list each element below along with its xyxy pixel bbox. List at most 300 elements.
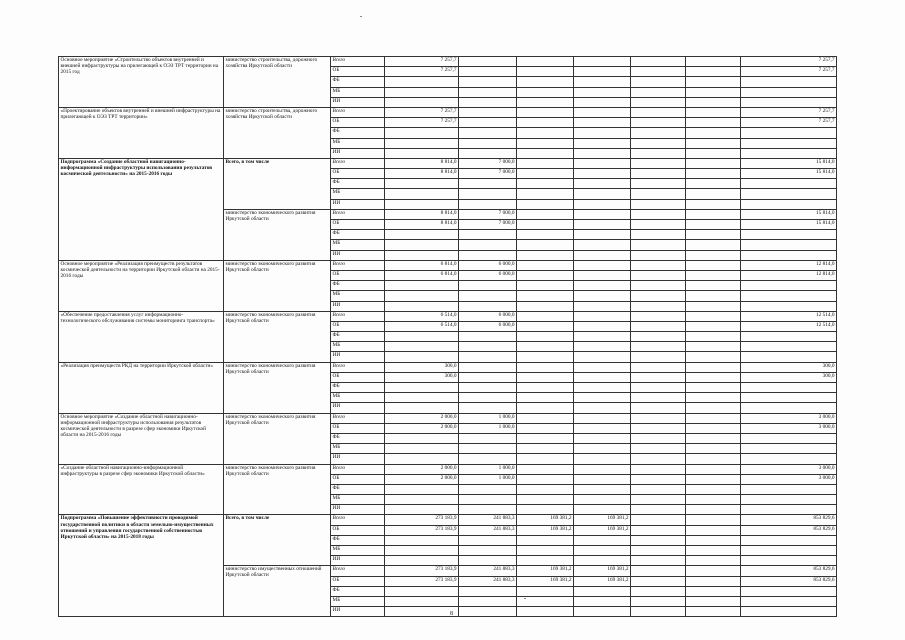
amount-cell xyxy=(459,433,517,443)
amount-cell xyxy=(686,525,741,535)
amount-cell xyxy=(631,556,686,566)
amount-cell: 273 183,9 xyxy=(385,576,459,586)
amount-cell xyxy=(686,546,741,556)
amount-cell xyxy=(574,281,631,291)
amount-cell xyxy=(459,505,517,515)
budget-table xyxy=(58,56,837,617)
amount-cell xyxy=(385,393,459,403)
amount-cell xyxy=(517,97,574,107)
executor-cell: министерство экономического развития Иркутской области xyxy=(224,209,331,260)
amount-cell: 6 000,0 xyxy=(459,311,517,321)
amount-cell xyxy=(631,413,686,423)
amount-cell xyxy=(686,474,741,484)
amount-cell xyxy=(459,291,517,301)
amount-cell xyxy=(459,179,517,189)
amount-cell: 7 000,0 xyxy=(459,220,517,230)
amount-cell: 853 829,6 xyxy=(741,525,837,535)
amount-cell: 12 814,0 xyxy=(741,270,837,280)
amount-cell xyxy=(741,596,837,606)
executor-cell: Всего, в том числе xyxy=(224,158,331,209)
table-row xyxy=(59,107,837,117)
amount-cell xyxy=(574,383,631,393)
amount-cell xyxy=(574,546,631,556)
amount-cell xyxy=(574,444,631,454)
amount-cell xyxy=(686,393,741,403)
amount-cell xyxy=(517,281,574,291)
amount-cell: 7 000,0 xyxy=(459,169,517,179)
amount-cell xyxy=(631,189,686,199)
amount-cell xyxy=(631,87,686,97)
amount-cell xyxy=(631,444,686,454)
amount-cell xyxy=(517,189,574,199)
source-cell: ОБ xyxy=(331,67,385,77)
amount-cell xyxy=(517,535,574,545)
amount-cell xyxy=(631,67,686,77)
amount-cell xyxy=(631,332,686,342)
amount-cell: 1 000,0 xyxy=(459,474,517,484)
amount-cell: 12 514,0 xyxy=(741,311,837,321)
amount-cell xyxy=(459,332,517,342)
amount-cell xyxy=(517,321,574,331)
amount-cell xyxy=(686,158,741,168)
amount-cell xyxy=(574,87,631,97)
amount-cell xyxy=(574,67,631,77)
source-cell: ИИ xyxy=(331,199,385,209)
amount-cell xyxy=(631,158,686,168)
program-name-cell: «Создание областной навигационно-информационной инфраструктуры в разрезе сфер экономики Иркутской области» xyxy=(59,464,224,515)
amount-cell: 12 514,0 xyxy=(741,321,837,331)
amount-cell xyxy=(574,464,631,474)
amount-cell: 169 381,2 xyxy=(517,576,574,586)
amount-cell xyxy=(631,179,686,189)
amount-cell: 169 381,2 xyxy=(517,566,574,576)
table-body xyxy=(59,57,837,617)
amount-cell xyxy=(517,301,574,311)
amount-cell: 2 000,0 xyxy=(385,464,459,474)
amount-cell xyxy=(385,230,459,240)
amount-cell xyxy=(686,566,741,576)
amount-cell: 7 000,0 xyxy=(459,158,517,168)
amount-cell: 7 257,7 xyxy=(741,57,837,67)
amount-cell xyxy=(517,607,574,617)
table-row xyxy=(59,57,837,67)
source-cell: ИИ xyxy=(331,301,385,311)
executor-cell: министерство экономического развития Иркутской области xyxy=(224,362,331,413)
amount-cell xyxy=(517,403,574,413)
amount-cell xyxy=(574,423,631,433)
amount-cell xyxy=(686,118,741,128)
amount-cell xyxy=(459,189,517,199)
amount-cell xyxy=(459,199,517,209)
amount-cell xyxy=(631,586,686,596)
amount-cell: 169 381,2 xyxy=(517,515,574,525)
amount-cell xyxy=(631,240,686,250)
amount-cell xyxy=(574,484,631,494)
amount-cell xyxy=(459,362,517,372)
amount-cell xyxy=(686,586,741,596)
source-cell: ИИ xyxy=(331,454,385,464)
amount-cell: 3 000,0 xyxy=(741,413,837,423)
amount-cell xyxy=(631,220,686,230)
amount-cell xyxy=(686,495,741,505)
amount-cell xyxy=(686,240,741,250)
amount-cell xyxy=(574,393,631,403)
amount-cell xyxy=(574,596,631,606)
amount-cell xyxy=(631,484,686,494)
amount-cell xyxy=(686,128,741,138)
source-cell: ФБ xyxy=(331,179,385,189)
amount-cell xyxy=(459,607,517,617)
amount-cell xyxy=(741,444,837,454)
amount-cell xyxy=(517,586,574,596)
amount-cell xyxy=(517,454,574,464)
amount-cell: 2 000,0 xyxy=(385,423,459,433)
amount-cell: 15 814,0 xyxy=(741,158,837,168)
amount-cell xyxy=(574,403,631,413)
amount-cell xyxy=(631,607,686,617)
amount-cell xyxy=(459,403,517,413)
amount-cell xyxy=(574,270,631,280)
amount-cell xyxy=(741,128,837,138)
executor-cell: министерство строительства, дорожного хозяйства Иркутской области xyxy=(224,107,331,158)
amount-cell xyxy=(517,311,574,321)
amount-cell: 3 000,0 xyxy=(741,474,837,484)
amount-cell xyxy=(686,383,741,393)
source-cell: Всего xyxy=(331,464,385,474)
amount-cell: 6 814,0 xyxy=(385,270,459,280)
amount-cell xyxy=(741,199,837,209)
amount-cell xyxy=(385,607,459,617)
source-cell: ФБ xyxy=(331,535,385,545)
amount-cell xyxy=(741,535,837,545)
amount-cell xyxy=(631,57,686,67)
amount-cell xyxy=(459,454,517,464)
amount-cell xyxy=(574,158,631,168)
amount-cell xyxy=(631,77,686,87)
amount-cell xyxy=(686,413,741,423)
amount-cell: 853 829,6 xyxy=(741,566,837,576)
amount-cell: 241 883,3 xyxy=(459,566,517,576)
amount-cell xyxy=(686,321,741,331)
amount-cell xyxy=(686,67,741,77)
amount-cell xyxy=(574,128,631,138)
amount-cell xyxy=(517,179,574,189)
amount-cell xyxy=(459,281,517,291)
amount-cell xyxy=(631,128,686,138)
executor-cell: министерство экономического развития Иркутской области xyxy=(224,413,331,464)
amount-cell xyxy=(574,454,631,464)
source-cell: ОБ xyxy=(331,423,385,433)
amount-cell: 7 257,7 xyxy=(741,107,837,117)
amount-cell xyxy=(459,352,517,362)
amount-cell xyxy=(741,240,837,250)
amount-cell xyxy=(385,535,459,545)
amount-cell xyxy=(517,260,574,270)
amount-cell xyxy=(686,148,741,158)
amount-cell xyxy=(631,464,686,474)
amount-cell xyxy=(741,230,837,240)
amount-cell xyxy=(574,372,631,382)
amount-cell xyxy=(686,454,741,464)
source-cell: МБ xyxy=(331,189,385,199)
amount-cell xyxy=(574,301,631,311)
amount-cell xyxy=(574,220,631,230)
amount-cell xyxy=(385,291,459,301)
amount-cell: 7 257,7 xyxy=(741,118,837,128)
amount-cell: 6 514,0 xyxy=(385,321,459,331)
amount-cell: 169 381,2 xyxy=(574,515,631,525)
scan-mark xyxy=(360,16,362,17)
executor-cell: министерство имущественных отношений Иркутской области xyxy=(224,566,331,617)
source-cell: Всего xyxy=(331,260,385,270)
source-cell: Всего xyxy=(331,566,385,576)
amount-cell xyxy=(459,484,517,494)
amount-cell xyxy=(574,57,631,67)
amount-cell xyxy=(574,607,631,617)
amount-cell: 8 814,0 xyxy=(385,220,459,230)
amount-cell xyxy=(686,189,741,199)
amount-cell xyxy=(459,148,517,158)
amount-cell xyxy=(517,270,574,280)
source-cell: ИИ xyxy=(331,148,385,158)
amount-cell xyxy=(459,393,517,403)
amount-cell xyxy=(385,444,459,454)
amount-cell xyxy=(459,535,517,545)
amount-cell xyxy=(741,586,837,596)
source-cell: ФБ xyxy=(331,77,385,87)
amount-cell xyxy=(631,495,686,505)
amount-cell xyxy=(574,535,631,545)
amount-cell: 300,0 xyxy=(385,372,459,382)
source-cell: МБ xyxy=(331,138,385,148)
amount-cell xyxy=(741,505,837,515)
amount-cell xyxy=(385,97,459,107)
amount-cell xyxy=(574,474,631,484)
amount-cell xyxy=(686,352,741,362)
amount-cell xyxy=(741,484,837,494)
amount-cell xyxy=(631,209,686,219)
amount-cell xyxy=(686,372,741,382)
amount-cell: 15 814,0 xyxy=(741,169,837,179)
amount-cell xyxy=(741,546,837,556)
amount-cell xyxy=(686,270,741,280)
amount-cell xyxy=(459,240,517,250)
amount-cell xyxy=(385,383,459,393)
amount-cell xyxy=(517,433,574,443)
amount-cell xyxy=(517,362,574,372)
program-name-cell: «Обеспечение предоставления услуг информационно-технологического обслуживания системы мониторинга транспорта» xyxy=(59,311,224,362)
amount-cell xyxy=(631,362,686,372)
amount-cell xyxy=(686,607,741,617)
table-row xyxy=(59,158,837,168)
amount-cell xyxy=(574,189,631,199)
amount-cell: 6 000,0 xyxy=(459,321,517,331)
source-cell: Всего xyxy=(331,413,385,423)
source-cell: ОБ xyxy=(331,474,385,484)
amount-cell xyxy=(741,97,837,107)
amount-cell xyxy=(385,138,459,148)
source-cell: ИИ xyxy=(331,97,385,107)
amount-cell xyxy=(686,220,741,230)
amount-cell xyxy=(385,596,459,606)
amount-cell xyxy=(686,464,741,474)
amount-cell xyxy=(631,566,686,576)
amount-cell xyxy=(686,515,741,525)
source-cell: ОБ xyxy=(331,220,385,230)
amount-cell xyxy=(686,362,741,372)
amount-cell xyxy=(686,179,741,189)
executor-cell: министерство экономического развития Иркутской области xyxy=(224,464,331,515)
amount-cell: 7 257,7 xyxy=(385,118,459,128)
amount-cell xyxy=(459,546,517,556)
amount-cell xyxy=(385,484,459,494)
amount-cell xyxy=(741,332,837,342)
source-cell: МБ xyxy=(331,87,385,97)
amount-cell xyxy=(686,576,741,586)
source-cell: ОБ xyxy=(331,118,385,128)
amount-cell xyxy=(385,128,459,138)
source-cell: ИИ xyxy=(331,403,385,413)
executor-cell: министерство экономического развития Иркутской области xyxy=(224,311,331,362)
amount-cell xyxy=(517,128,574,138)
amount-cell xyxy=(517,67,574,77)
amount-cell xyxy=(686,332,741,342)
amount-cell xyxy=(631,403,686,413)
source-cell: ИИ xyxy=(331,352,385,362)
amount-cell xyxy=(686,596,741,606)
amount-cell: 3 000,0 xyxy=(741,423,837,433)
amount-cell xyxy=(574,209,631,219)
amount-cell: 241 883,3 xyxy=(459,515,517,525)
amount-cell: 6 514,0 xyxy=(385,311,459,321)
amount-cell: 853 829,6 xyxy=(741,515,837,525)
source-cell: ФБ xyxy=(331,484,385,494)
amount-cell xyxy=(686,87,741,97)
amount-cell xyxy=(741,433,837,443)
program-name-cell: Основное мероприятие «Создание областной навигационно-информационной инфраструктуры использования результатов космической деятельности в разрезе сфер экономики Иркутской области на 2015-2016 годы xyxy=(59,413,224,464)
amount-cell xyxy=(574,118,631,128)
amount-cell xyxy=(686,57,741,67)
source-cell: ОБ xyxy=(331,525,385,535)
amount-cell: 7 000,0 xyxy=(459,209,517,219)
amount-cell xyxy=(686,199,741,209)
amount-cell xyxy=(574,138,631,148)
amount-cell xyxy=(385,148,459,158)
amount-cell xyxy=(631,97,686,107)
amount-cell: 1 000,0 xyxy=(459,423,517,433)
amount-cell xyxy=(517,87,574,97)
amount-cell: 2 000,0 xyxy=(385,474,459,484)
amount-cell xyxy=(686,535,741,545)
amount-cell xyxy=(631,525,686,535)
source-cell: МБ xyxy=(331,291,385,301)
amount-cell xyxy=(574,230,631,240)
amount-cell: 1 000,0 xyxy=(459,464,517,474)
amount-cell: 169 381,2 xyxy=(574,566,631,576)
amount-cell xyxy=(385,77,459,87)
source-cell: ФБ xyxy=(331,230,385,240)
amount-cell: 1 000,0 xyxy=(459,413,517,423)
amount-cell xyxy=(385,301,459,311)
amount-cell xyxy=(517,556,574,566)
source-cell: ОБ xyxy=(331,270,385,280)
executor-cell: Всего, в том числе xyxy=(224,515,331,566)
table-row xyxy=(59,311,837,321)
amount-cell xyxy=(517,148,574,158)
amount-cell xyxy=(574,107,631,117)
amount-cell xyxy=(631,107,686,117)
source-cell: ИИ xyxy=(331,505,385,515)
amount-cell xyxy=(631,454,686,464)
amount-cell xyxy=(459,444,517,454)
amount-cell xyxy=(741,179,837,189)
amount-cell xyxy=(459,372,517,382)
amount-cell xyxy=(459,138,517,148)
amount-cell xyxy=(631,505,686,515)
table-row xyxy=(59,413,837,423)
amount-cell xyxy=(574,342,631,352)
amount-cell xyxy=(631,230,686,240)
amount-cell xyxy=(385,87,459,97)
amount-cell xyxy=(741,556,837,566)
amount-cell: 273 183,9 xyxy=(385,566,459,576)
amount-cell xyxy=(741,281,837,291)
amount-cell xyxy=(631,535,686,545)
amount-cell xyxy=(459,596,517,606)
amount-cell: 15 814,0 xyxy=(741,209,837,219)
amount-cell xyxy=(631,138,686,148)
amount-cell xyxy=(517,546,574,556)
amount-cell xyxy=(459,383,517,393)
amount-cell xyxy=(686,444,741,454)
amount-cell xyxy=(631,321,686,331)
amount-cell xyxy=(517,220,574,230)
amount-cell xyxy=(631,433,686,443)
amount-cell xyxy=(574,97,631,107)
amount-cell xyxy=(574,169,631,179)
source-cell: МБ xyxy=(331,596,385,606)
amount-cell xyxy=(517,444,574,454)
amount-cell xyxy=(385,586,459,596)
amount-cell xyxy=(574,556,631,566)
amount-cell xyxy=(741,148,837,158)
amount-cell: 8 814,0 xyxy=(385,169,459,179)
amount-cell xyxy=(686,138,741,148)
source-cell: МБ xyxy=(331,240,385,250)
amount-cell xyxy=(574,311,631,321)
amount-cell: 300,0 xyxy=(385,362,459,372)
amount-cell: 3 000,0 xyxy=(741,464,837,474)
amount-cell: 300,0 xyxy=(741,372,837,382)
source-cell: Всего xyxy=(331,311,385,321)
source-cell: ОБ xyxy=(331,321,385,331)
amount-cell xyxy=(385,240,459,250)
source-cell: Всего xyxy=(331,158,385,168)
source-cell: МБ xyxy=(331,444,385,454)
amount-cell xyxy=(459,342,517,352)
amount-cell xyxy=(517,484,574,494)
amount-cell xyxy=(631,169,686,179)
amount-cell xyxy=(574,495,631,505)
source-cell: ФБ xyxy=(331,128,385,138)
amount-cell: 7 257,7 xyxy=(385,107,459,117)
amount-cell xyxy=(385,189,459,199)
amount-cell xyxy=(459,107,517,117)
amount-cell: 6 000,0 xyxy=(459,270,517,280)
amount-cell: 6 814,0 xyxy=(385,260,459,270)
amount-cell xyxy=(631,281,686,291)
amount-cell xyxy=(741,383,837,393)
